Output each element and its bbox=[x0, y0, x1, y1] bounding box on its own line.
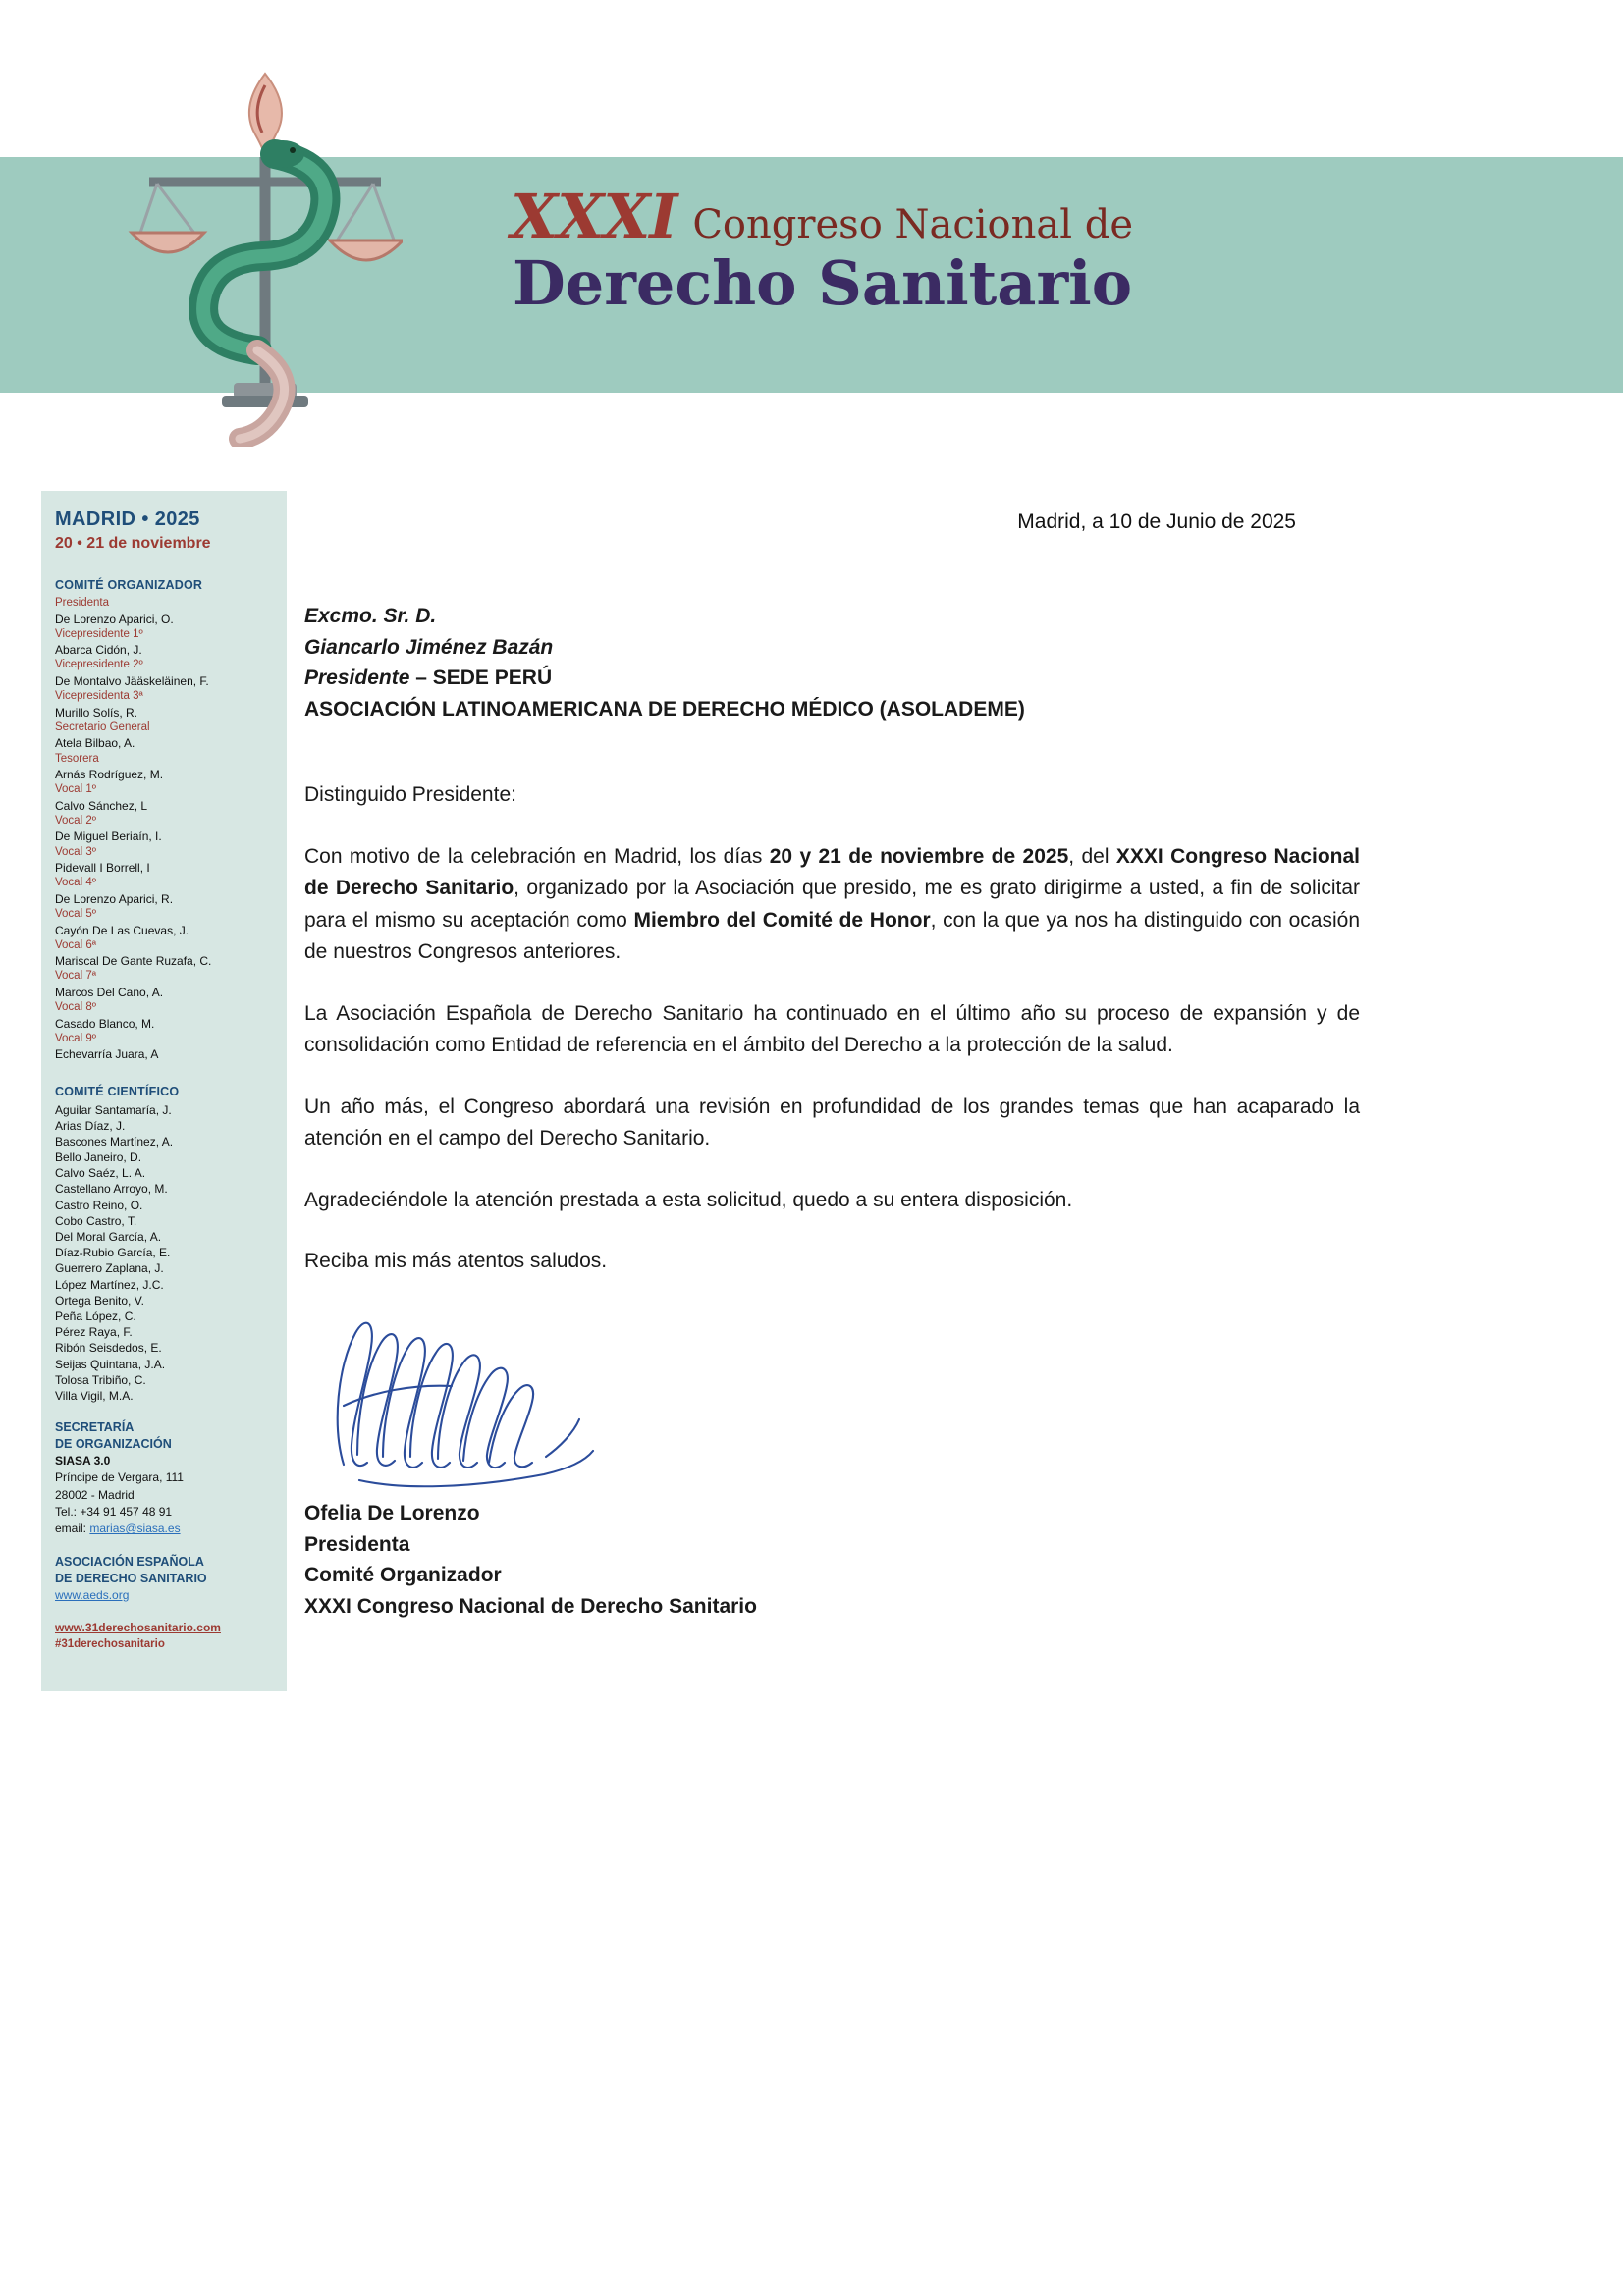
header-title-block bbox=[511, 181, 1257, 319]
congress-number: XXXI bbox=[511, 181, 677, 252]
scientific-member: Bascones Martínez, A. bbox=[55, 1134, 174, 1148]
scientific-member: Calvo Saéz, L. A. bbox=[55, 1166, 146, 1181]
p1-part-4: , con la que ya nos ha distinguido con ocasión de nuestros Congresos anteriores. bbox=[304, 908, 1360, 964]
signature-area bbox=[304, 1308, 1473, 1494]
committee-role: Presidenta bbox=[55, 597, 109, 609]
committee-role: Vocal 6ª bbox=[55, 938, 96, 951]
scientific-member: Castellano Arroyo, M. bbox=[55, 1182, 168, 1197]
p1-bold-dates: 20 y 21 de noviembre de 2025 bbox=[769, 844, 1069, 868]
scientific-member: Del Moral García, A. bbox=[55, 1230, 162, 1245]
scientific-member: Ribón Seisdedos, E. bbox=[55, 1341, 162, 1356]
secretariat-title-2: DE ORGANIZACIÓN bbox=[55, 1436, 172, 1451]
committee-member: De Miguel Beriaín, I. bbox=[55, 829, 162, 844]
paragraph-3: Un año más, el Congreso abordará una revisión en profundidad de los grandes temas que han acaparado la atención en el campo del Derecho Sanitario. bbox=[304, 1095, 1360, 1150]
recipient-role: Presidente bbox=[304, 667, 410, 689]
association-line-2: DE DERECHO SANITARIO bbox=[55, 1571, 207, 1585]
paragraph-5: Reciba mis más atentos saludos. bbox=[304, 1250, 608, 1273]
p1-part-3: , organizado por la Asociación que presido, me es grato dirigirme a usted, a fin de solicitar para el mismo su aceptación como bbox=[304, 877, 1360, 932]
committee-role: Vicepresidente 1º bbox=[55, 627, 143, 640]
p1-bold-congress: XXXI Congreso Nacional de Derecho Sanitario bbox=[304, 844, 1361, 900]
scientific-member: Villa Vigil, M.A. bbox=[55, 1388, 134, 1403]
committee-member: Pidevall I Borrell, I bbox=[55, 861, 150, 876]
letter-signoff bbox=[304, 1498, 1473, 1622]
signoff-role: Presidenta bbox=[304, 1532, 410, 1556]
scientific-member: Bello Janeiro, D. bbox=[55, 1150, 142, 1165]
recipient-line-1: Excmo. Sr. D. bbox=[304, 605, 437, 627]
p1-part-2: , del bbox=[1068, 844, 1116, 868]
scientific-member: Cobo Castro, T. bbox=[55, 1213, 137, 1228]
committee-role: Vocal 1º bbox=[55, 783, 96, 796]
handwritten-signature-icon bbox=[314, 1308, 628, 1499]
organizing-committee-title: COMITÉ ORGANIZADOR bbox=[55, 578, 203, 592]
committee-member: Murillo Solís, R. bbox=[55, 705, 138, 720]
scientific-member: Ortega Benito, V. bbox=[55, 1293, 144, 1308]
committee-role: Vocal 3º bbox=[55, 845, 96, 858]
signoff-congress: XXXI Congreso Nacional de Derecho Sanitario bbox=[304, 1594, 757, 1618]
letter-paragraphs bbox=[304, 779, 1360, 1278]
caduceus-scales-logo-icon bbox=[128, 64, 403, 447]
committee-role: Vocal 8º bbox=[55, 1001, 96, 1014]
secretariat-company: SIASA 3.0 bbox=[55, 1453, 111, 1468]
paragraph-1 bbox=[304, 841, 1360, 969]
sidebar bbox=[41, 491, 287, 1691]
committee-role: Vocal 7ª bbox=[55, 970, 96, 983]
signoff-name: Ofelia De Lorenzo bbox=[304, 1502, 480, 1525]
letter-recipient-block bbox=[304, 601, 1473, 724]
scientific-member: Castro Reino, O. bbox=[55, 1198, 143, 1212]
email-label: email: bbox=[55, 1522, 87, 1536]
scientific-member: Pérez Raya, F. bbox=[55, 1325, 133, 1340]
committee-member: De Lorenzo Aparici, R. bbox=[55, 891, 174, 906]
p1-part-1: Con motivo de la celebración en Madrid, los días bbox=[304, 844, 770, 868]
committee-member: Abarca Cidón, J. bbox=[55, 643, 142, 658]
p1-bold-member: Miembro del Comité de Honor bbox=[633, 908, 931, 932]
committee-member: Casado Blanco, M. bbox=[55, 1016, 155, 1031]
secretariat-phone: Tel.: +34 91 457 48 91 bbox=[55, 1505, 173, 1520]
committee-member: De Lorenzo Aparici, O. bbox=[55, 612, 174, 626]
congress-website-link[interactable]: www.31derechosanitario.com bbox=[55, 1620, 221, 1634]
secretariat-title-1: SECRETARÍA bbox=[55, 1420, 135, 1435]
committee-member: Calvo Sánchez, L bbox=[55, 798, 148, 813]
secretariat-email-row bbox=[55, 1521, 273, 1537]
congress-title: Derecho Sanitario bbox=[513, 247, 1133, 319]
recipient-seat: – SEDE PERÚ bbox=[409, 667, 553, 689]
scientific-member: Guerrero Zaplana, J. bbox=[55, 1261, 164, 1276]
recipient-line-4: ASOCIACIÓN LATINOAMERICANA DE DERECHO MÉDICO (ASOLADEME) bbox=[304, 697, 1025, 721]
secretariat-address-2: 28002 - Madrid bbox=[55, 1487, 135, 1502]
committee-role: Vocal 9º bbox=[55, 1032, 96, 1044]
committee-role: Vicepresidente 2º bbox=[55, 659, 143, 671]
scientific-member: Aguilar Santamaría, J. bbox=[55, 1102, 172, 1117]
committee-role: Vocal 5º bbox=[55, 908, 96, 921]
committee-member: Cayón De Las Cuevas, J. bbox=[55, 923, 189, 937]
committee-member: Mariscal De Gante Ruzafa, C. bbox=[55, 954, 212, 969]
committee-member: Atela Bilbao, A. bbox=[55, 736, 135, 751]
letter-body bbox=[304, 510, 1473, 1622]
sidebar-dates: 20 • 21 de noviembre bbox=[55, 535, 211, 552]
committee-role: Vicepresidenta 3ª bbox=[55, 690, 143, 703]
scientific-member: Arias Díaz, J. bbox=[55, 1118, 126, 1133]
paragraph-4: Agradeciéndole la atención prestada a esta solicitud, quedo a su entera disposición. bbox=[304, 1188, 1073, 1211]
scientific-member: Peña López, C. bbox=[55, 1308, 136, 1323]
committee-role: Tesorera bbox=[55, 752, 99, 765]
salutation: Distinguido Presidente: bbox=[304, 783, 516, 806]
committee-member: Echevarría Juara, A bbox=[55, 1047, 159, 1062]
letter-date: Madrid, a 10 de Junio de 2025 bbox=[1017, 510, 1296, 533]
scientific-member: Tolosa Tribiño, C. bbox=[55, 1372, 146, 1387]
committee-member: De Montalvo Jääskeläinen, F. bbox=[55, 673, 209, 688]
committee-role: Vocal 2º bbox=[55, 814, 96, 827]
association-line-1: ASOCIACIÓN ESPAÑOLA bbox=[55, 1554, 204, 1569]
committee-role: Secretario General bbox=[55, 721, 150, 733]
committee-member: Arnás Rodríguez, M. bbox=[55, 768, 164, 782]
congress-hashtag: #31derechosanitario bbox=[55, 1637, 165, 1650]
secretariat-address-1: Príncipe de Vergara, 111 bbox=[55, 1470, 184, 1485]
secretariat-email-link[interactable]: marias@siasa.es bbox=[89, 1522, 181, 1536]
committee-role: Vocal 4º bbox=[55, 877, 96, 889]
scientific-member: Seijas Quintana, J.A. bbox=[55, 1357, 166, 1371]
congress-subtitle: Congreso Nacional de bbox=[692, 202, 1134, 247]
scientific-committee-title: COMITÉ CIENTÍFICO bbox=[55, 1084, 180, 1098]
recipient-line-2: Giancarlo Jiménez Bazán bbox=[304, 635, 554, 659]
committee-member: Marcos Del Cano, A. bbox=[55, 985, 164, 999]
scientific-member: López Martínez, J.C. bbox=[55, 1277, 164, 1292]
association-website-link[interactable]: www.aeds.org bbox=[55, 1587, 130, 1602]
recipient-line-3 bbox=[304, 663, 1473, 694]
signoff-committee: Comité Organizador bbox=[304, 1564, 502, 1587]
sidebar-city: MADRID • 2025 bbox=[55, 508, 200, 530]
scientific-member: Díaz-Rubio García, E. bbox=[55, 1246, 171, 1260]
paragraph-2: La Asociación Española de Derecho Sanitario ha continuado en el último año su proceso de expansión y de consolidación como Entidad de referencia en el ámbito del Derecho a la protección de la salud. bbox=[304, 1001, 1360, 1057]
